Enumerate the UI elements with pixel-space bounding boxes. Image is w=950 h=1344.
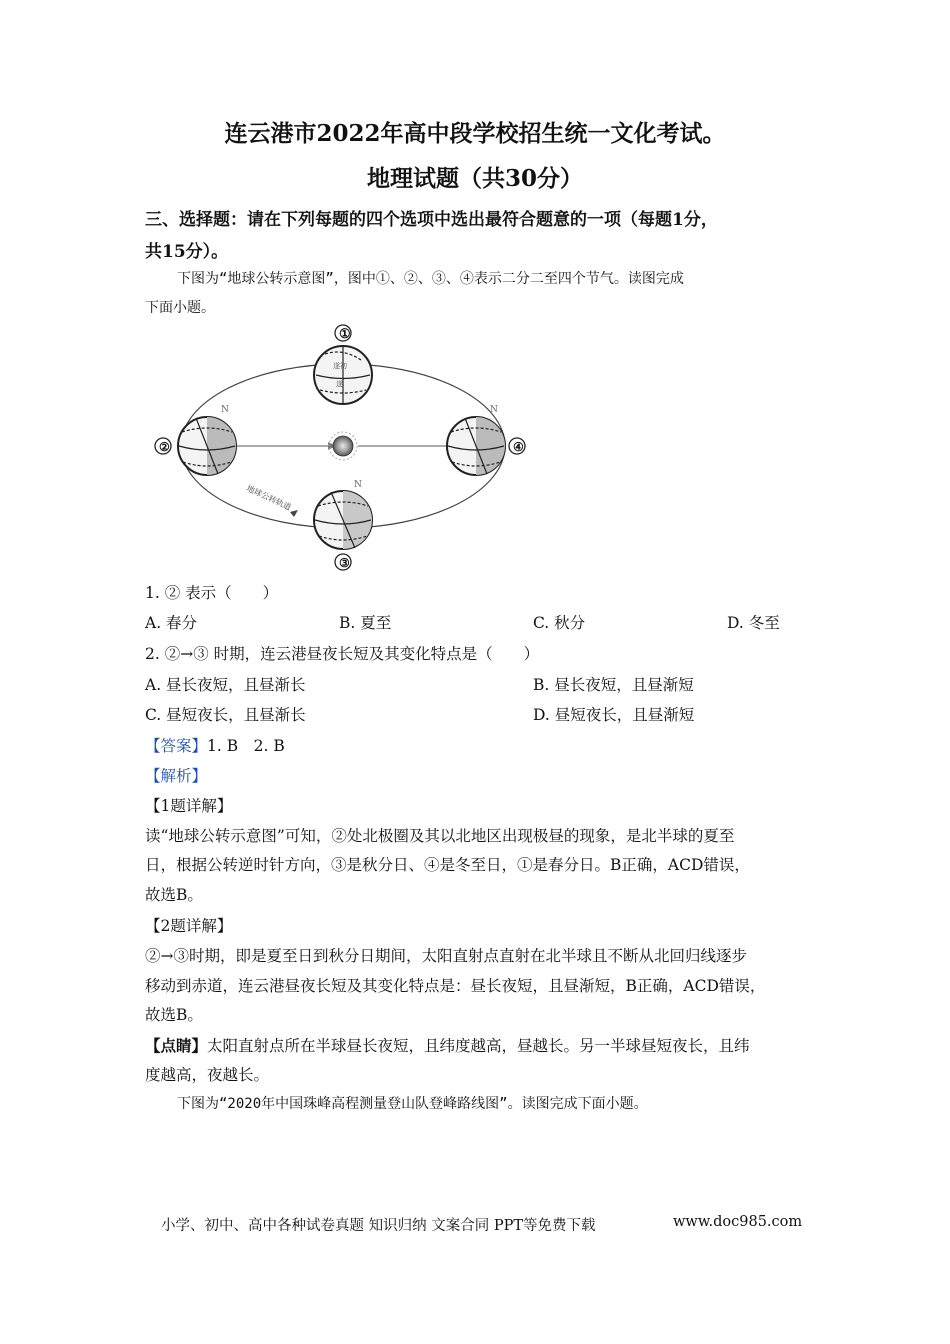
question-1-option-d: D. 冬至 bbox=[727, 614, 780, 632]
detail-2-tag: 【2题详解】 bbox=[145, 917, 233, 935]
question-2-option-d: D. 昼短夜长，且昼渐短 bbox=[533, 706, 695, 724]
next-intro: 下图为“2020年中国珠峰高程测量登山队登峰路线图”。读图完成下面小题。 bbox=[177, 1096, 648, 1112]
svg-text:遂初: 遂初 bbox=[333, 362, 347, 370]
question-1-option-b: B. 夏至 bbox=[339, 614, 392, 632]
detail-1-line2: 日，根据公转逆时针方向，③是秋分日、④是冬至日，①是春分日。B正确，ACD错误， bbox=[145, 856, 750, 874]
svg-text:遂: 遂 bbox=[336, 380, 343, 388]
sun-icon bbox=[333, 436, 353, 456]
orbit-label: 地球公转轨道 bbox=[245, 483, 293, 513]
svg-text:N: N bbox=[354, 480, 362, 490]
detail-2-line1: ②→③时期，即是夏至日到秋分日期间，太阳直射点直射在北半球且不断从北回归线逐步 bbox=[145, 947, 747, 965]
earth-position-4 bbox=[447, 417, 505, 475]
footer-left: 小学、初中、高中各种试卷真题 知识归纳 文案合同 PPT等免费下载 bbox=[161, 1218, 596, 1234]
answer-tag: 【答案】 bbox=[145, 737, 208, 755]
label-1: ① bbox=[339, 327, 351, 342]
detail-1-line3: 故选B。 bbox=[145, 886, 203, 904]
question-1-option-a: A. 春分 bbox=[145, 614, 198, 632]
earth-position-2 bbox=[178, 417, 236, 475]
intro-line1: 下图为“地球公转示意图”，图中①、②、③、④表示二分二至四个节气。读图完成 bbox=[177, 271, 684, 287]
earth-revolution-figure bbox=[150, 320, 540, 575]
question-1-stem: 1. ② 表示（ ） bbox=[145, 584, 279, 602]
question-2-option-c: C. 昼短夜长，且昼渐长 bbox=[145, 706, 306, 724]
label-3: ③ bbox=[339, 556, 350, 570]
tip-line2: 度越高，夜越长。 bbox=[145, 1066, 270, 1084]
exam-subtitle: 地理试题（共30分） bbox=[366, 165, 583, 192]
earth-position-1 bbox=[314, 346, 372, 404]
question-1-option-c: C. 秋分 bbox=[533, 614, 586, 632]
earth-position-3 bbox=[314, 491, 372, 549]
exam-title: 连云港市2022年高中段学校招生统一文化考试。 bbox=[224, 120, 726, 147]
tip-tag: 【点睛】 bbox=[145, 1036, 208, 1055]
question-2-stem: 2. ②→③ 时期，连云港昼夜长短及其变化特点是（ ） bbox=[145, 645, 540, 663]
detail-1-tag: 【1题详解】 bbox=[145, 797, 233, 815]
section-heading-line1: 三、选择题：请在下列每题的四个选项中选出最符合题意的一项（每题1分， bbox=[145, 210, 718, 230]
analysis-tag: 【解析】 bbox=[145, 767, 208, 785]
label-4: ④ bbox=[513, 440, 524, 454]
intro-line2: 下面小题。 bbox=[145, 300, 215, 316]
answer-line bbox=[145, 734, 285, 756]
north-mark-2: N bbox=[221, 405, 229, 415]
detail-1-line1: 读“地球公转示意图”可知，②处北极圈及其以北地区出现极昼的现象，是北半球的夏至 bbox=[145, 827, 735, 845]
question-2-option-b: B. 昼长夜短，且昼渐短 bbox=[533, 676, 694, 694]
section-heading-line2: 共15分）。 bbox=[145, 242, 229, 262]
question-2-option-a: A. 昼长夜短，且昼渐长 bbox=[145, 676, 306, 694]
detail-2-line3: 故选B。 bbox=[145, 1006, 203, 1024]
answer-text: 1. B 2. B bbox=[207, 737, 285, 755]
tip-line1 bbox=[145, 1034, 750, 1056]
footer-link[interactable]: www.doc985.com bbox=[673, 1214, 803, 1230]
tip-text1: 太阳直射点所在半球昼长夜短，且纬度越高，昼越长。另一半球昼短夜长，且纬 bbox=[207, 1037, 750, 1055]
label-2: ② bbox=[159, 440, 170, 454]
svg-text:N: N bbox=[490, 405, 498, 415]
detail-2-line2: 移动到赤道，连云港昼夜长短及其变化特点是：昼长夜短，且昼渐短，B正确，ACD错误， bbox=[145, 977, 766, 995]
